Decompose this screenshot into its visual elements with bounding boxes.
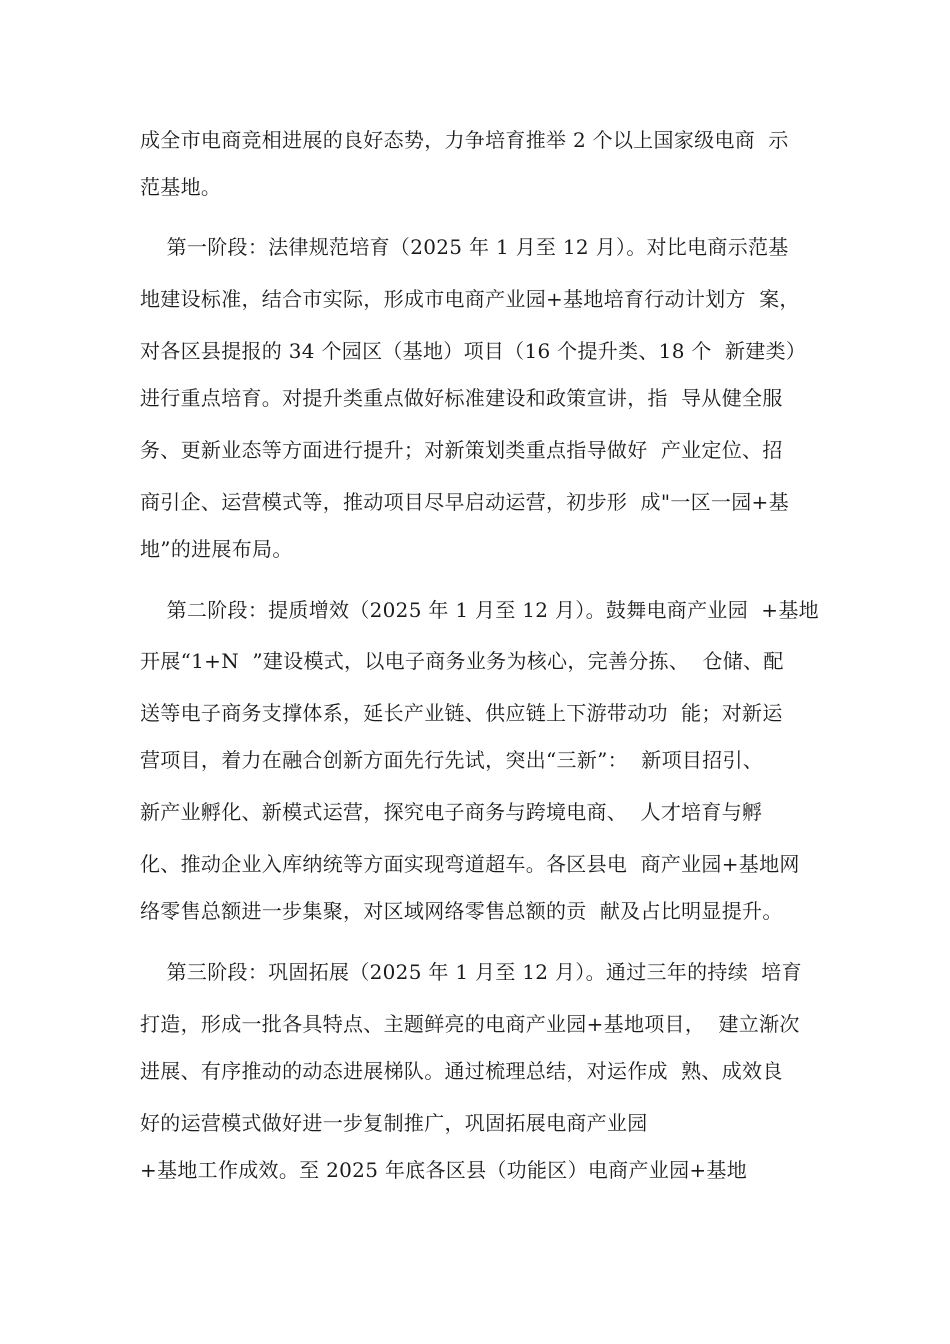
text-line: 对各区县提报的 34 个园区（基地）项目（16 个提升类、18 个 新建类） (140, 339, 807, 363)
text-line: 成全市电商竞相进展的良好态势，力争培育推举 2 个以上国家级电商 示 (140, 128, 789, 152)
text-line: 第一阶段：法律规范培育（2025 年 1 月至 12 月）。对比电商示范基 (140, 235, 789, 259)
text-line: +基地工作成效。至 2025 年底各区县（功能区）电商产业园+基地 (140, 1158, 748, 1182)
text-line: 地”的进展布局。 (140, 537, 293, 561)
text-line: 进展、有序推动的动态进展梯队。通过梳理总结，对运作成 熟、成效良 (140, 1059, 783, 1083)
text-line: 第三阶段：巩固拓展（2025 年 1 月至 12 月）。通过三年的持续 培育 (140, 960, 802, 984)
text-line: 络零售总额进一步集聚，对区域网络零售总额的贡 献及占比明显提升。 (140, 899, 783, 923)
text-line: 地建设标准，结合市实际，形成市电商产业园+基地培育行动计划方 案， (140, 287, 800, 311)
text-line: 好的运营模式做好进一步复制推广，巩固拓展电商产业园 (140, 1111, 648, 1135)
text-line: 开展“1+N ”建设模式，以电子商务业务为核心，完善分拣、 仓储、配 (140, 649, 784, 673)
text-line: 营项目，着力在融合创新方面先行先试，突出“三新”： 新项目招引、 (140, 748, 764, 772)
text-line: 送等电子商务支撑体系，延长产业链、供应链上下游带动功 能；对新运 (140, 701, 783, 725)
text-line: 化、推动企业入库纳统等方面实现弯道超车。各区县电 商产业园+基地网 (140, 852, 800, 876)
text-line: 新产业孵化、新模式运营，探究电子商务与跨境电商、 人才培育与孵 (140, 800, 763, 824)
text-line: 打造，形成一批各具特点、主题鲜亮的电商产业园+基地项目， 建立渐次 (140, 1012, 800, 1036)
text-line: 第二阶段：提质增效（2025 年 1 月至 12 月）。鼓舞电商产业园 +基地 (140, 598, 819, 622)
text-line: 商引企、运营模式等，推动项目尽早启动运营，初步形 成"一区一园+基 (140, 490, 789, 514)
text-line: 务、更新业态等方面进行提升；对新策划类重点指导做好 产业定位、招 (140, 438, 783, 462)
text-line: 进行重点培育。对提升类重点做好标准建设和政策宣讲，指 导从健全服 (140, 386, 783, 410)
text-line: 范基地。 (140, 175, 222, 199)
